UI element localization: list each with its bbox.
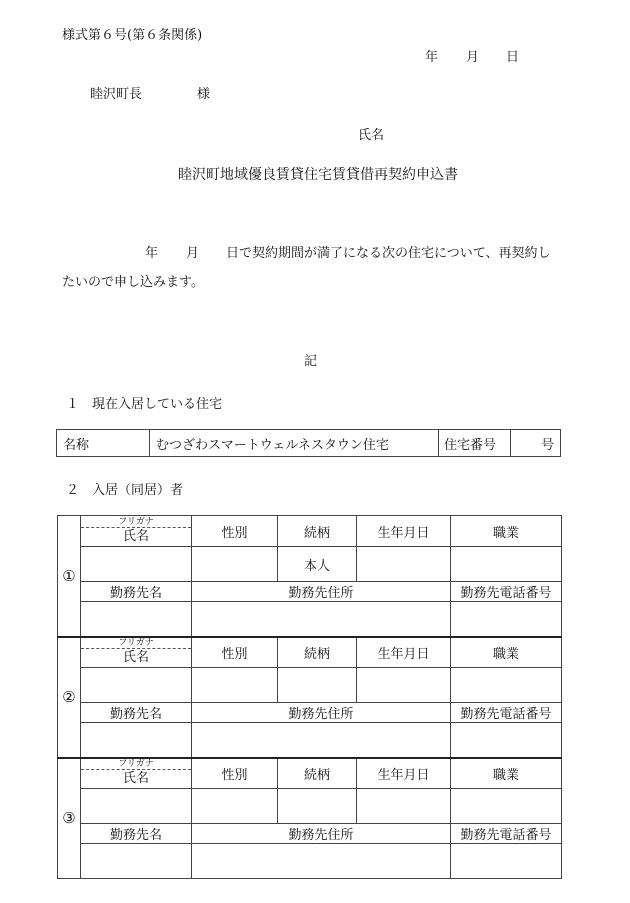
body-text-line2: たいので申し込みます。 [62, 275, 204, 290]
sex-field[interactable] [192, 789, 278, 824]
job-field[interactable] [451, 789, 562, 824]
name-header-cell [81, 637, 192, 668]
relation-header: 続柄 [278, 758, 357, 789]
workplace-field[interactable] [81, 602, 192, 637]
body-month-label: 月 [186, 246, 200, 261]
date-month-label: 月 [466, 50, 480, 65]
birth-field[interactable] [357, 789, 451, 824]
birth-header: 生年月日 [357, 637, 451, 668]
birth-field[interactable] [357, 547, 451, 582]
birth-field[interactable] [357, 668, 451, 703]
occupant-number: ① [58, 516, 81, 637]
job-header: 職業 [451, 637, 562, 668]
occupant-number: ③ [58, 758, 81, 879]
addressee-honorific: 様 [197, 87, 211, 102]
name-label: 氏名 [122, 770, 149, 786]
work-phone-header: 勤務先電話番号 [451, 824, 562, 844]
name-field[interactable] [81, 789, 192, 824]
housing-name-label: 名称 [57, 430, 150, 457]
job-field[interactable] [451, 668, 562, 703]
workplace-header: 勤務先名 [81, 824, 192, 844]
occupants-table [57, 515, 562, 879]
name-field[interactable] [81, 547, 192, 582]
furigana-label: フリガナ [81, 638, 191, 649]
work-phone-field[interactable] [451, 723, 562, 758]
work-address-field[interactable] [192, 602, 451, 637]
workplace-field[interactable] [81, 723, 192, 758]
sex-field[interactable] [192, 547, 278, 582]
work-phone-header: 勤務先電話番号 [451, 703, 562, 723]
birth-header: 生年月日 [357, 516, 451, 547]
date-year-label: 年 [425, 50, 439, 65]
applicant-name-label: 氏名 [358, 128, 385, 143]
section1-heading: １ 現在入居している住宅 [66, 397, 223, 412]
work-phone-field[interactable] [451, 602, 562, 637]
name-label: 氏名 [122, 528, 149, 544]
relation-header: 続柄 [278, 516, 357, 547]
date-day-label: 日 [506, 50, 520, 65]
name-header-cell [81, 758, 192, 789]
document-title: 睦沢町地域優良賃貸住宅賃貸借再契約申込書 [178, 167, 458, 183]
name-field[interactable] [81, 668, 192, 703]
birth-header: 生年月日 [357, 758, 451, 789]
occupant-number: ② [58, 637, 81, 758]
body-text-line1: 日で契約期間が満了になる次の住宅について、再契約し [226, 246, 551, 261]
housing-table [56, 429, 561, 457]
sex-header: 性別 [192, 758, 278, 789]
relation-field[interactable]: 本人 [278, 547, 357, 582]
relation-field[interactable] [278, 789, 357, 824]
form-number-label: 様式第６号(第６条関係) [62, 28, 203, 43]
relation-field[interactable] [278, 668, 357, 703]
sex-header: 性別 [192, 637, 278, 668]
ki-heading: 記 [304, 354, 318, 369]
relation-header: 続柄 [278, 637, 357, 668]
body-year-label: 年 [145, 246, 159, 261]
work-address-field[interactable] [192, 723, 451, 758]
job-header: 職業 [451, 516, 562, 547]
housing-name-value: むつざわスマートウェルネスタウン住宅 [150, 430, 439, 457]
addressee-name: 睦沢町長 [90, 87, 143, 102]
name-label: 氏名 [122, 649, 149, 665]
workplace-field[interactable] [81, 844, 192, 879]
section2-heading: ２ 入居（同居）者 [66, 483, 184, 498]
housing-number-label: 住宅番号 [439, 430, 511, 457]
job-field[interactable] [451, 547, 562, 582]
work-phone-field[interactable] [451, 844, 562, 879]
housing-number-value: 号 [511, 430, 561, 457]
work-address-header: 勤務先住所 [192, 824, 451, 844]
work-phone-header: 勤務先電話番号 [451, 582, 562, 602]
sex-header: 性別 [192, 516, 278, 547]
sex-field[interactable] [192, 668, 278, 703]
workplace-header: 勤務先名 [81, 582, 192, 602]
work-address-header: 勤務先住所 [192, 582, 451, 602]
work-address-field[interactable] [192, 844, 451, 879]
workplace-header: 勤務先名 [81, 703, 192, 723]
furigana-label: フリガナ [81, 759, 191, 770]
furigana-label: フリガナ [81, 517, 191, 528]
name-header-cell [81, 516, 192, 547]
work-address-header: 勤務先住所 [192, 703, 451, 723]
job-header: 職業 [451, 758, 562, 789]
